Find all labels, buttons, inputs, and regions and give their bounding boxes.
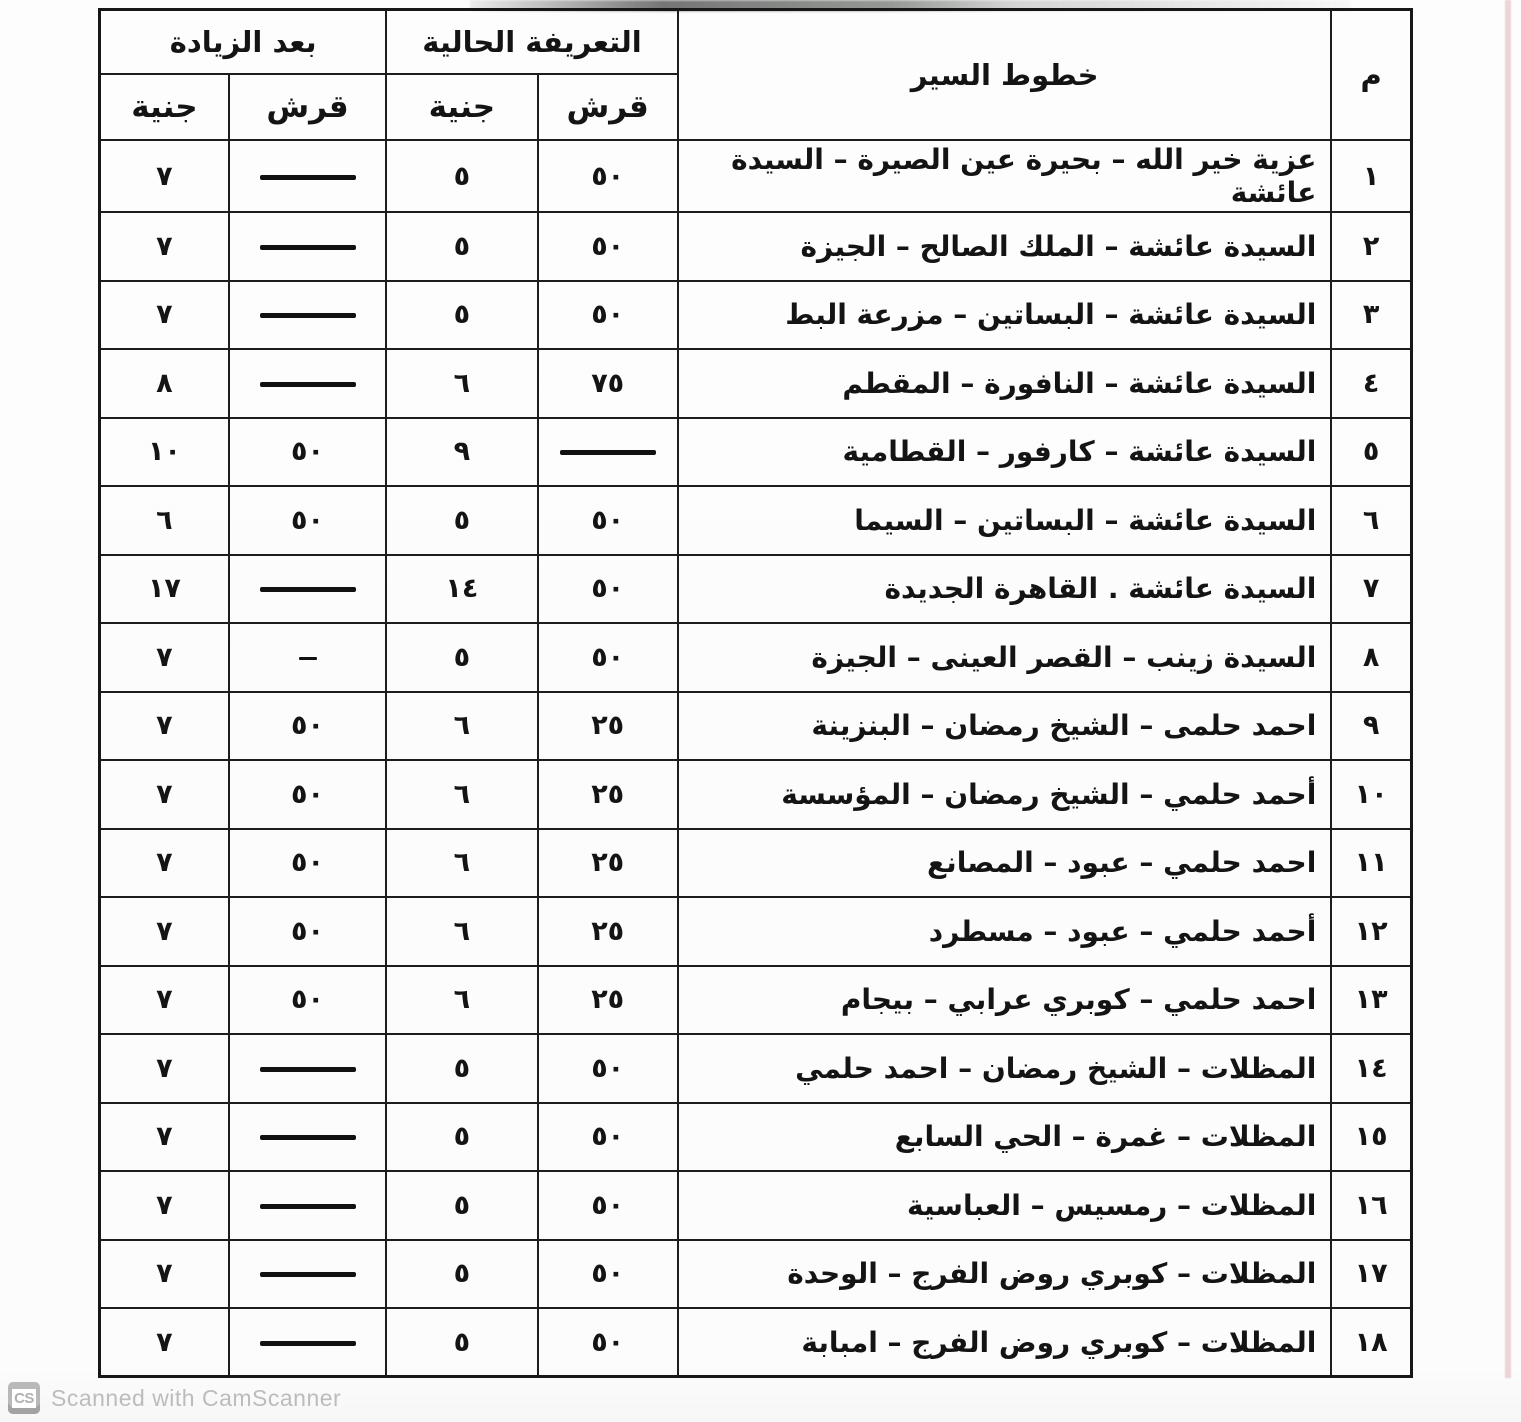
serial-cell: ١٤	[1331, 1034, 1411, 1103]
after-qirsh-cell: ٥٠	[229, 692, 386, 761]
after-genia-cell: ١٠	[100, 418, 229, 487]
route-cell: السيدة زينب – القصر العينى – الجيزة	[678, 623, 1331, 692]
header-current-qirsh: قرش	[538, 74, 678, 140]
after-genia-cell: ٧	[100, 212, 229, 281]
serial-cell: ٤	[1331, 349, 1411, 418]
serial-cell: ١٠	[1331, 760, 1411, 829]
watermark-text: Scanned with CamScanner	[51, 1384, 342, 1411]
route-cell: المظلات – غمرة – الحي السابع	[678, 1103, 1331, 1172]
current-genia-cell: ١٤	[386, 555, 537, 624]
dash-line	[260, 313, 356, 318]
scan-artifact-right	[1505, 0, 1511, 1378]
fare-table	[98, 8, 1413, 1378]
serial-cell: ١٧	[1331, 1240, 1411, 1309]
after-qirsh-cell	[229, 212, 386, 281]
current-qirsh-cell: ٥٠	[538, 1240, 678, 1309]
serial-cell: ٢	[1331, 212, 1411, 281]
dash-line	[260, 1272, 356, 1277]
header-routes: خطوط السير	[678, 10, 1331, 141]
dash-line	[260, 1067, 356, 1072]
after-qirsh-cell	[229, 1308, 386, 1377]
table-row	[100, 1240, 1412, 1309]
current-genia-cell: ٦	[386, 349, 537, 418]
table-row	[100, 1308, 1412, 1377]
table-row	[100, 486, 1412, 555]
current-qirsh-cell: ٢٥	[538, 692, 678, 761]
after-genia-cell: ٧	[100, 1240, 229, 1309]
after-genia-cell: ٧	[100, 281, 229, 350]
after-qirsh-cell: ٥٠	[229, 897, 386, 966]
after-genia-cell: ٧	[100, 966, 229, 1035]
header-after-qirsh: قرش	[229, 74, 386, 140]
current-genia-cell: ٥	[386, 1103, 537, 1172]
camscanner-badge-label: CS	[12, 1389, 36, 1408]
current-qirsh-cell: ٥٠	[538, 1308, 678, 1377]
current-genia-cell: ٩	[386, 418, 537, 487]
table-body	[100, 140, 1412, 1377]
after-genia-cell: ٧	[100, 1034, 229, 1103]
dash-line	[299, 657, 317, 660]
current-genia-cell: ٦	[386, 692, 537, 761]
camscanner-watermark	[8, 1382, 341, 1414]
table-header	[100, 10, 1412, 141]
header-current-genia: جنية	[386, 74, 537, 140]
after-qirsh-cell: ٥٠	[229, 966, 386, 1035]
route-cell: السيدة عائشة – البساتين – مزرعة البط	[678, 281, 1331, 350]
table-row	[100, 829, 1412, 898]
dash-line	[560, 450, 656, 455]
table-row	[100, 140, 1412, 212]
current-qirsh-cell: ٥٠	[538, 212, 678, 281]
table-row	[100, 1171, 1412, 1240]
after-qirsh-cell	[229, 281, 386, 350]
serial-cell: ١١	[1331, 829, 1411, 898]
current-genia-cell: ٥	[386, 140, 537, 212]
serial-cell: ١٨	[1331, 1308, 1411, 1377]
current-genia-cell: ٥	[386, 281, 537, 350]
after-qirsh-cell	[229, 555, 386, 624]
after-genia-cell: ٧	[100, 760, 229, 829]
after-genia-cell: ١٧	[100, 555, 229, 624]
current-qirsh-cell: ٥٠	[538, 555, 678, 624]
route-cell: عزية خير الله – بحيرة عين الصيرة – السيدة عائشة	[678, 140, 1331, 212]
route-cell: السيدة عائشة – البساتين – السيما	[678, 486, 1331, 555]
serial-cell: ١	[1331, 140, 1411, 212]
after-qirsh-cell	[229, 1034, 386, 1103]
route-cell: السيدة عائشة . القاهرة الجديدة	[678, 555, 1331, 624]
route-cell: السيدة عائشة – الملك الصالح – الجيزة	[678, 212, 1331, 281]
current-qirsh-cell: ٥٠	[538, 1103, 678, 1172]
route-cell: احمد حلمي – عبود – المصانع	[678, 829, 1331, 898]
current-qirsh-cell: ٥٠	[538, 281, 678, 350]
current-genia-cell: ٥	[386, 1308, 537, 1377]
table-row	[100, 555, 1412, 624]
current-genia-cell: ٦	[386, 760, 537, 829]
after-qirsh-cell: ٥٠	[229, 760, 386, 829]
after-qirsh-cell	[229, 349, 386, 418]
serial-cell: ٩	[1331, 692, 1411, 761]
after-genia-cell: ٨	[100, 349, 229, 418]
current-qirsh-cell: ٢٥	[538, 966, 678, 1035]
after-genia-cell: ٦	[100, 486, 229, 555]
header-after-genia: جنية	[100, 74, 229, 140]
dash-line	[260, 382, 356, 387]
route-cell: المظلات – كوبري روض الفرج – الوحدة	[678, 1240, 1331, 1309]
table-row	[100, 1103, 1412, 1172]
after-genia-cell: ٧	[100, 692, 229, 761]
serial-cell: ١٢	[1331, 897, 1411, 966]
route-cell: المظلات – رمسيس – العباسية	[678, 1171, 1331, 1240]
after-qirsh-cell: ٥٠	[229, 829, 386, 898]
route-cell: السيدة عائشة – النافورة – المقطم	[678, 349, 1331, 418]
current-qirsh-cell: ٥٠	[538, 1034, 678, 1103]
serial-cell: ١٣	[1331, 966, 1411, 1035]
table-row	[100, 760, 1412, 829]
after-qirsh-cell	[229, 1103, 386, 1172]
route-cell: المظلات – الشيخ رمضان – احمد حلمي	[678, 1034, 1331, 1103]
current-qirsh-cell: ٧٥	[538, 349, 678, 418]
current-genia-cell: ٥	[386, 212, 537, 281]
serial-cell: ١٦	[1331, 1171, 1411, 1240]
dash-line	[260, 1341, 356, 1346]
after-qirsh-cell	[229, 1171, 386, 1240]
after-qirsh-cell: ٥٠	[229, 486, 386, 555]
current-genia-cell: ٥	[386, 1034, 537, 1103]
current-qirsh-cell: ٥٠	[538, 623, 678, 692]
table-row	[100, 692, 1412, 761]
dash-line	[260, 245, 356, 250]
route-cell: احمد حلمي – كوبري عرابي – بيجام	[678, 966, 1331, 1035]
current-qirsh-cell: ٢٥	[538, 897, 678, 966]
after-genia-cell: ٧	[100, 623, 229, 692]
table-row	[100, 349, 1412, 418]
after-genia-cell: ٧	[100, 897, 229, 966]
current-genia-cell: ٦	[386, 897, 537, 966]
table-row	[100, 1034, 1412, 1103]
after-genia-cell: ٧	[100, 1103, 229, 1172]
camscanner-badge-icon	[8, 1382, 40, 1414]
header-after-increase: بعد الزيادة	[100, 10, 387, 75]
route-cell: احمد حلمى – الشيخ رمضان – البنزينة	[678, 692, 1331, 761]
table-row	[100, 212, 1412, 281]
current-qirsh-cell: ٥٠	[538, 140, 678, 212]
table-row	[100, 281, 1412, 350]
current-genia-cell: ٥	[386, 1171, 537, 1240]
after-genia-cell: ٧	[100, 1308, 229, 1377]
dash-line	[260, 1204, 356, 1209]
serial-cell: ١٥	[1331, 1103, 1411, 1172]
route-cell: المظلات – كوبري روض الفرج – امبابة	[678, 1308, 1331, 1377]
table-row	[100, 418, 1412, 487]
after-genia-cell: ٧	[100, 829, 229, 898]
route-cell: السيدة عائشة – كارفور – القطامية	[678, 418, 1331, 487]
table-row	[100, 897, 1412, 966]
current-qirsh-cell: ٢٥	[538, 829, 678, 898]
dash-line	[260, 175, 356, 180]
after-genia-cell: ٧	[100, 140, 229, 212]
current-genia-cell: ٦	[386, 966, 537, 1035]
after-qirsh-cell	[229, 140, 386, 212]
serial-cell: ٣	[1331, 281, 1411, 350]
header-current-tariff: التعريفة الحالية	[386, 10, 678, 75]
after-qirsh-cell: ٥٠	[229, 418, 386, 487]
current-genia-cell: ٥	[386, 623, 537, 692]
after-qirsh-cell	[229, 623, 386, 692]
header-serial: م	[1331, 10, 1411, 141]
after-genia-cell: ٧	[100, 1171, 229, 1240]
dash-line	[260, 587, 356, 592]
current-qirsh-cell: ٥٠	[538, 1171, 678, 1240]
serial-cell: ٨	[1331, 623, 1411, 692]
serial-cell: ٥	[1331, 418, 1411, 487]
table-row	[100, 966, 1412, 1035]
current-qirsh-cell	[538, 418, 678, 487]
serial-cell: ٧	[1331, 555, 1411, 624]
table-row	[100, 623, 1412, 692]
current-genia-cell: ٥	[386, 486, 537, 555]
current-qirsh-cell: ٢٥	[538, 760, 678, 829]
dash-line	[260, 1135, 356, 1140]
serial-cell: ٦	[1331, 486, 1411, 555]
route-cell: أحمد حلمي – عبود – مسطرد	[678, 897, 1331, 966]
current-genia-cell: ٦	[386, 829, 537, 898]
after-qirsh-cell	[229, 1240, 386, 1309]
route-cell: أحمد حلمي – الشيخ رمضان – المؤسسة	[678, 760, 1331, 829]
current-qirsh-cell: ٥٠	[538, 486, 678, 555]
current-genia-cell: ٥	[386, 1240, 537, 1309]
